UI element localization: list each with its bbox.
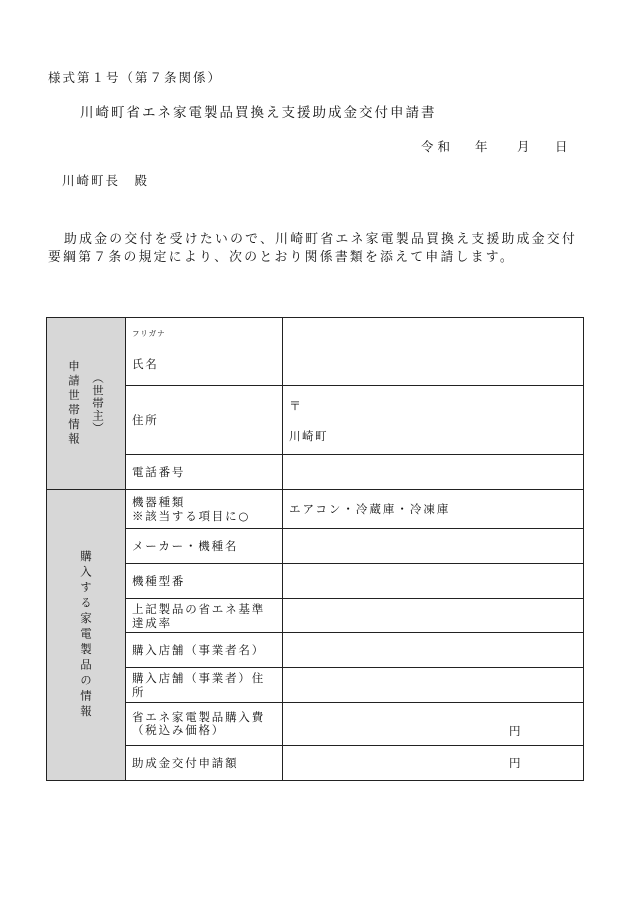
maker-model-label: メーカー・機種名 bbox=[126, 529, 283, 564]
store-name-label: 購入店舗（事業者名） bbox=[126, 633, 283, 668]
date-line bbox=[421, 137, 568, 155]
date-era: 令和 bbox=[421, 139, 455, 154]
name-field[interactable] bbox=[283, 318, 584, 386]
application-form-table bbox=[46, 317, 584, 781]
purchase-price-field[interactable] bbox=[283, 703, 584, 746]
product-section-label bbox=[47, 490, 126, 781]
address-prefill: 川崎町 bbox=[289, 428, 328, 443]
energy-rate-label: 上記製品の省エネ基準達成率 bbox=[126, 599, 283, 633]
store-name-field[interactable] bbox=[283, 633, 584, 668]
store-address-label: 購入店舗（事業者）住所 bbox=[126, 668, 283, 703]
device-type-label: 機器種類 ※該当する項目に○ bbox=[126, 490, 283, 529]
phone-label: 電話番号 bbox=[126, 455, 283, 490]
date-month: 月 bbox=[517, 139, 530, 154]
grant-amount-yen: 円 bbox=[509, 756, 522, 770]
model-number-field[interactable] bbox=[283, 564, 584, 599]
furigana-label: フリガナ bbox=[132, 328, 166, 338]
body-text: 助成金の交付を受けたいので、川崎町省エネ家電製品買換え支援助成金交付要綱第７条の規定により、次のとおり関係書類を添えて申請します。 bbox=[48, 232, 578, 265]
applicant-section-title: 申請世帯情報 bbox=[67, 360, 81, 447]
address-label: 住所 bbox=[126, 386, 283, 455]
purchase-price-label: 省エネ家電製品購入費（税込み価格） bbox=[126, 703, 283, 746]
model-number-label: 機種型番 bbox=[126, 564, 283, 599]
form-number: 様式第１号（第７条関係） bbox=[48, 70, 223, 85]
applicant-section-label bbox=[47, 318, 126, 490]
applicant-section-subtitle: （世帯主） bbox=[91, 372, 105, 435]
maker-model-field[interactable] bbox=[283, 529, 584, 564]
date-year: 年 bbox=[475, 139, 488, 154]
name-label-cell bbox=[126, 318, 283, 386]
phone-field[interactable] bbox=[283, 455, 584, 490]
document-title: 川崎町省エネ家電製品買換え支援助成金交付申請書 bbox=[80, 105, 437, 121]
name-label: 氏名 bbox=[132, 356, 159, 371]
recipient: 川崎町長 殿 bbox=[62, 173, 150, 188]
product-section-title: 購入する家電製品の情報 bbox=[79, 549, 93, 721]
date-day: 日 bbox=[555, 139, 568, 154]
energy-rate-field[interactable] bbox=[283, 599, 584, 633]
grant-amount-field[interactable] bbox=[283, 746, 584, 781]
store-address-field[interactable] bbox=[283, 668, 584, 703]
purchase-price-yen: 円 bbox=[509, 724, 522, 738]
grant-amount-label: 助成金交付申請額 bbox=[126, 746, 283, 781]
device-type-options[interactable]: エアコン・冷蔵庫・冷凍庫 bbox=[283, 490, 584, 529]
address-field[interactable] bbox=[283, 386, 584, 455]
zip-mark: 〒 bbox=[289, 398, 303, 413]
